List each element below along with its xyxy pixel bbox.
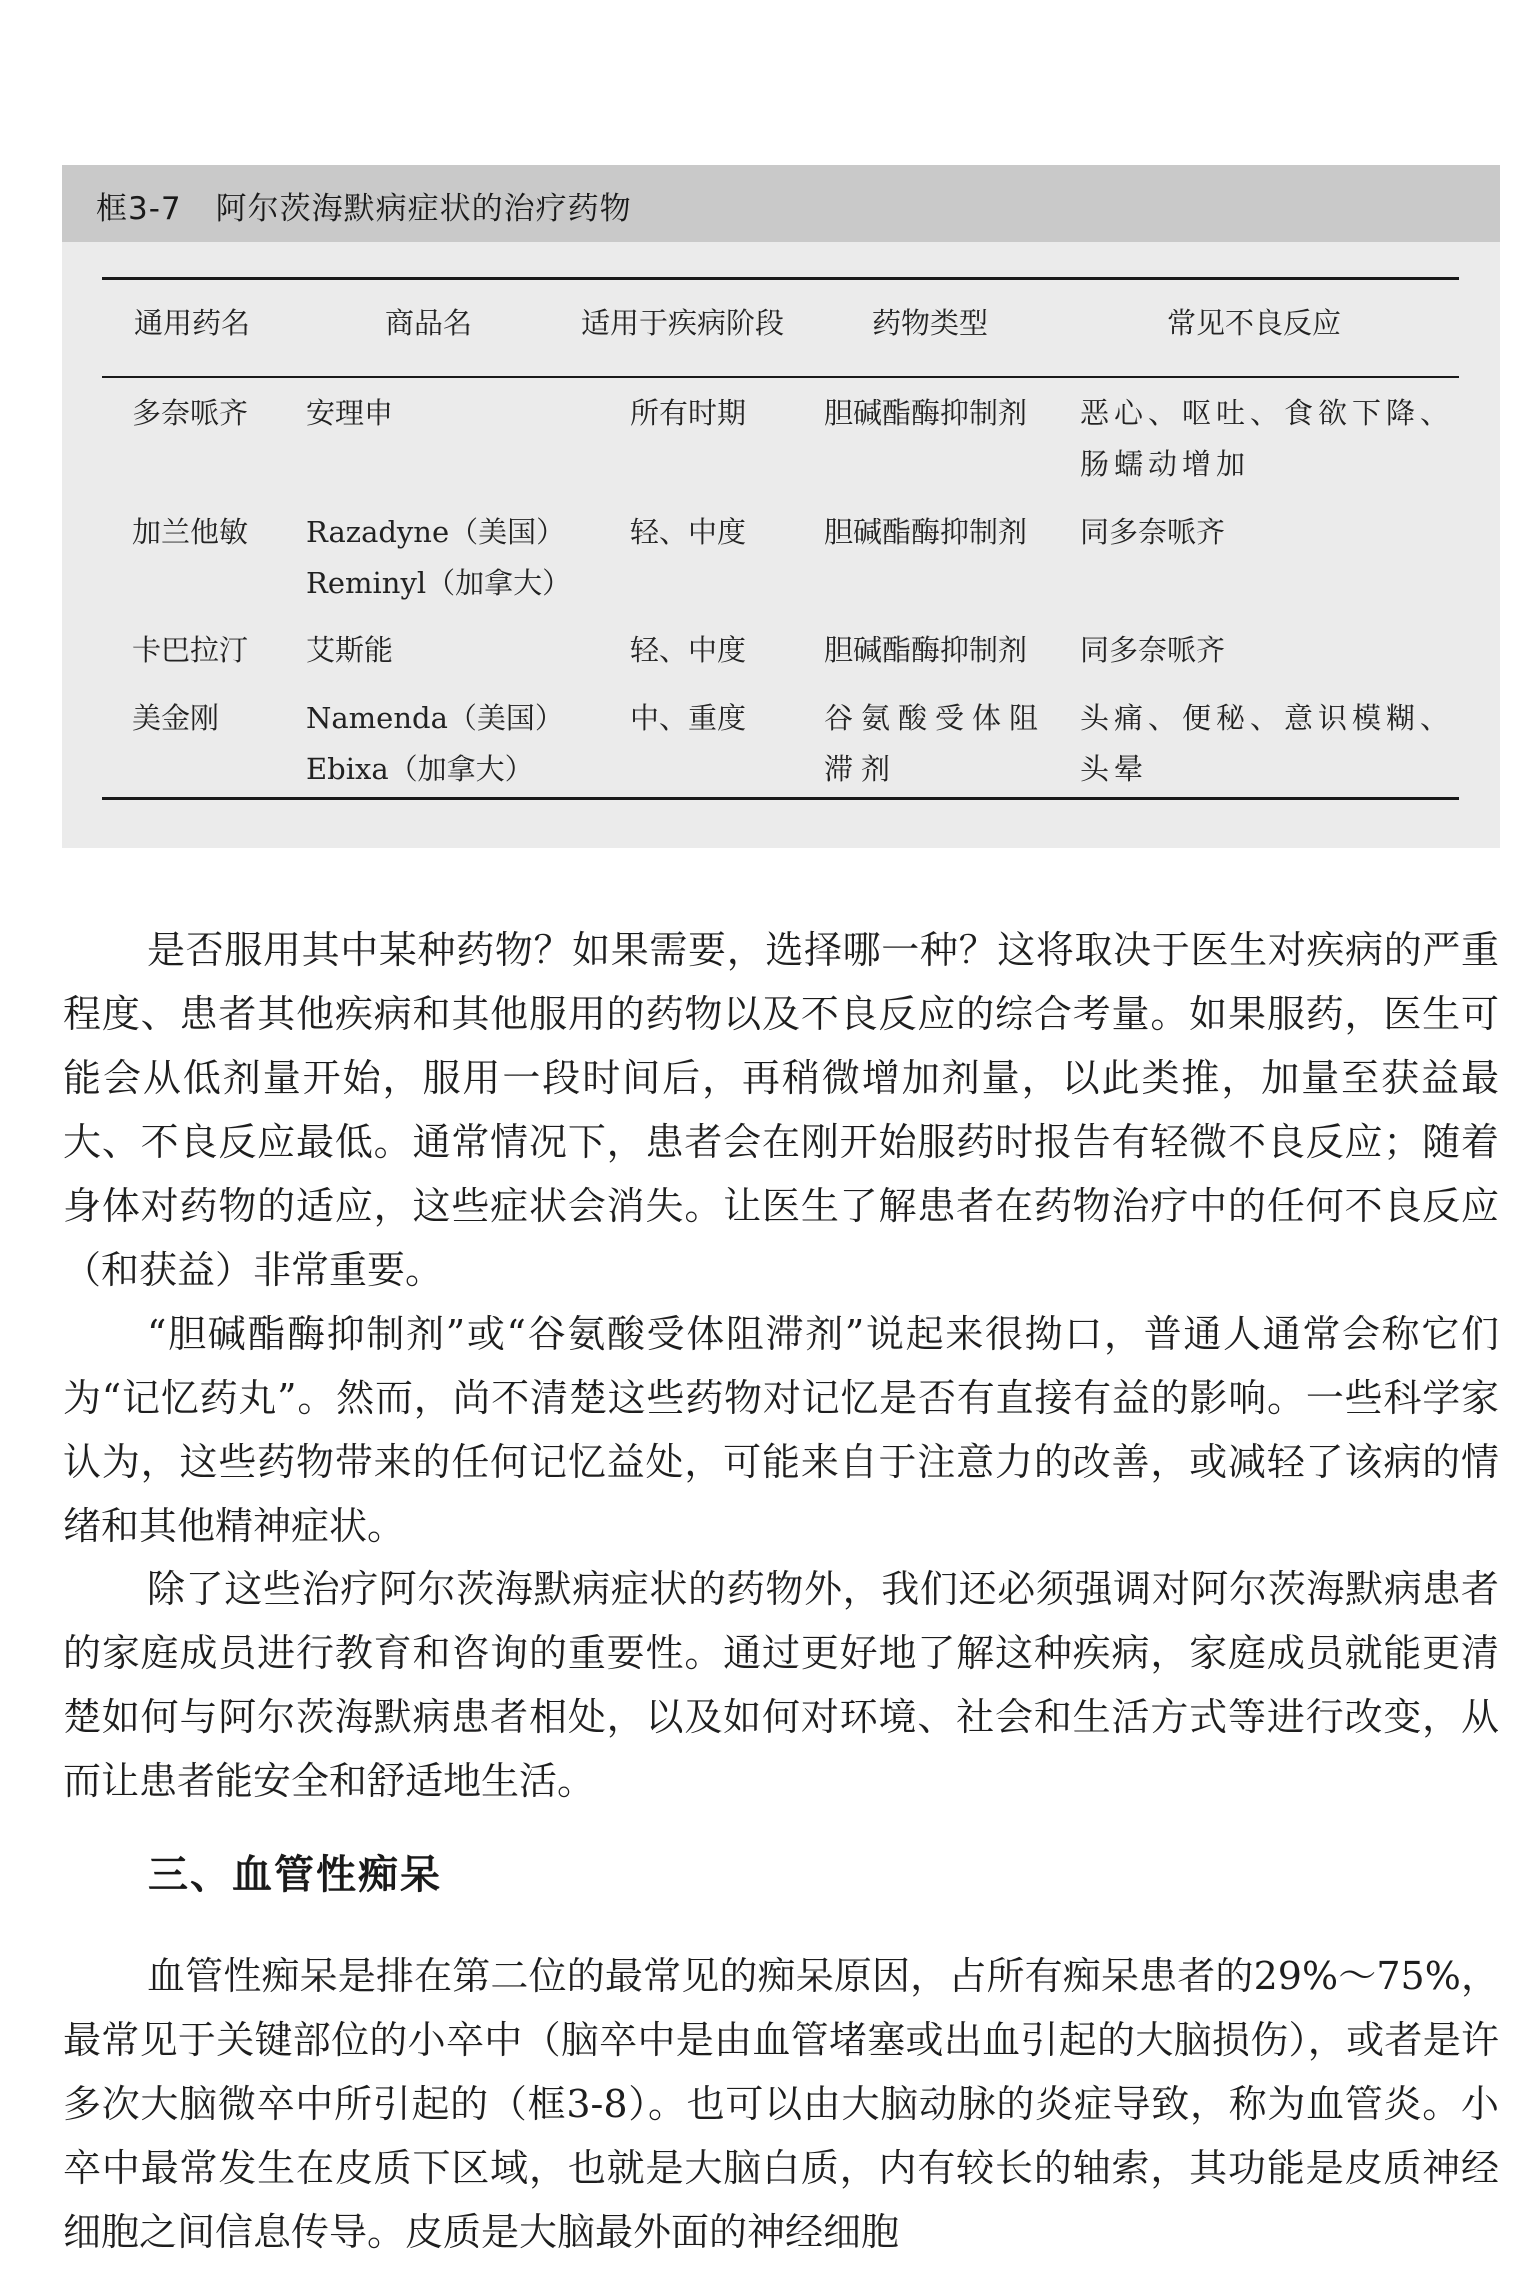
cell-brand-name: 安理申 [306,396,394,430]
box-title [96,183,632,228]
cell-brand-name: 艾斯能 [306,633,394,667]
cell-drug-type: 谷氨酸受体阻滞剂 [824,701,1047,786]
cell-generic-name: 美金刚 [132,701,220,735]
cell-generic-name: 多奈哌齐 [132,396,249,430]
cell-stage: 所有时期 [630,396,747,430]
brand-name-line: Namenda（美国） [306,701,564,735]
brand-name-line: Reminyl（加拿大） [306,566,572,600]
body-paragraph: 除了这些治疗阿尔茨海默病症状的药物外，我们还必须强调对阿尔茨海默病患者的家庭成员进行教育和咨询的重要性。通过更好地了解这种疾病，家庭成员就能更清楚如何与阿尔茨海默病患者相处，以及如何对环境、社会和生活方式等进行改变，从而让患者能安全和舒适地生活。 [63,1567,1499,1803]
table-top-rule [102,277,1459,280]
cell-drug-type: 胆碱酯酶抑制剂 [824,633,1028,667]
box-header [62,165,1500,242]
box-label: 框3-7 [96,191,182,227]
cell-drug-type: 胆碱酯酶抑制剂 [824,515,1028,549]
section-heading: 三、血管性痴呆 [148,1852,442,1898]
box-title-text: 阿尔茨海默病症状的治疗药物 [215,191,632,227]
drug-table-box [62,165,1500,848]
table-header-rule [102,376,1459,378]
brand-name-line: Ebixa（加拿大） [306,752,534,786]
column-header-stage: 适用于疾病阶段 [581,306,785,340]
cell-side-effects: 恶心、呕吐、食欲下降、肠蠕动增加 [1080,396,1455,481]
cell-generic-name: 卡巴拉汀 [132,633,249,667]
section-paragraph: 血管性痴呆是排在第二位的最常见的痴呆原因，占所有痴呆患者的29%～75%，最常见于关键部位的小卒中（脑卒中是由血管堵塞或出血引起的大脑损伤），或者是许多次大脑微卒中所引起的（框3-8）。也可以由大脑动脉的炎症导致，称为血管炎。小卒中最常发生在皮质下区域，也就是大脑白质，内有较长的轴索，其功能是皮质神经细胞之间信息传导。皮质是大脑最外面的神经细胞 [63,1954,1499,2254]
column-header-effects: 常见不良反应 [1167,306,1342,340]
cell-side-effects: 头痛、便秘、意识模糊、头晕 [1080,701,1455,786]
body-paragraph: “胆碱酯酶抑制剂”或“谷氨酸受体阻滞剂”说起来很拗口，普通人通常会称它们为“记忆药丸”。然而，尚不清楚这些药物对记忆是否有直接有益的影响。一些科学家认为，这些药物带来的任何记忆益处，可能来自于注意力的改善，或减轻了该病的情绪和其他精神症状。 [63,1312,1499,1548]
cell-side-effects: 同多奈哌齐 [1080,633,1226,667]
cell-brand-name [306,693,564,795]
column-header-type: 药物类型 [872,306,989,340]
cell-side-effects: 同多奈哌齐 [1080,515,1226,549]
cell-stage: 轻、中度 [630,633,747,667]
cell-stage: 中、重度 [630,701,747,735]
table-bottom-rule [102,797,1459,800]
brand-name-line: Razadyne（美国） [306,515,566,549]
cell-drug-type: 胆碱酯酶抑制剂 [824,396,1028,430]
column-header-brand: 商品名 [385,306,473,340]
body-paragraph: 是否服用其中某种药物？如果需要，选择哪一种？这将取决于医生对疾病的严重程度、患者其他疾病和其他服用的药物以及不良反应的综合考量。如果服药，医生可能会从低剂量开始，服用一段时间后，再稍微增加剂量，以此类推，加量至获益最大、不良反应最低。通常情况下，患者会在刚开始服药时报告有轻微不良反应；随着身体对药物的适应，这些症状会消失。让医生了解患者在药物治疗中的任何不良反应（和获益）非常重要。 [63,928,1499,1292]
cell-generic-name: 加兰他敏 [132,515,249,549]
column-header-generic: 通用药名 [134,306,251,340]
cell-stage: 轻、中度 [630,515,747,549]
cell-brand-name [306,507,571,609]
